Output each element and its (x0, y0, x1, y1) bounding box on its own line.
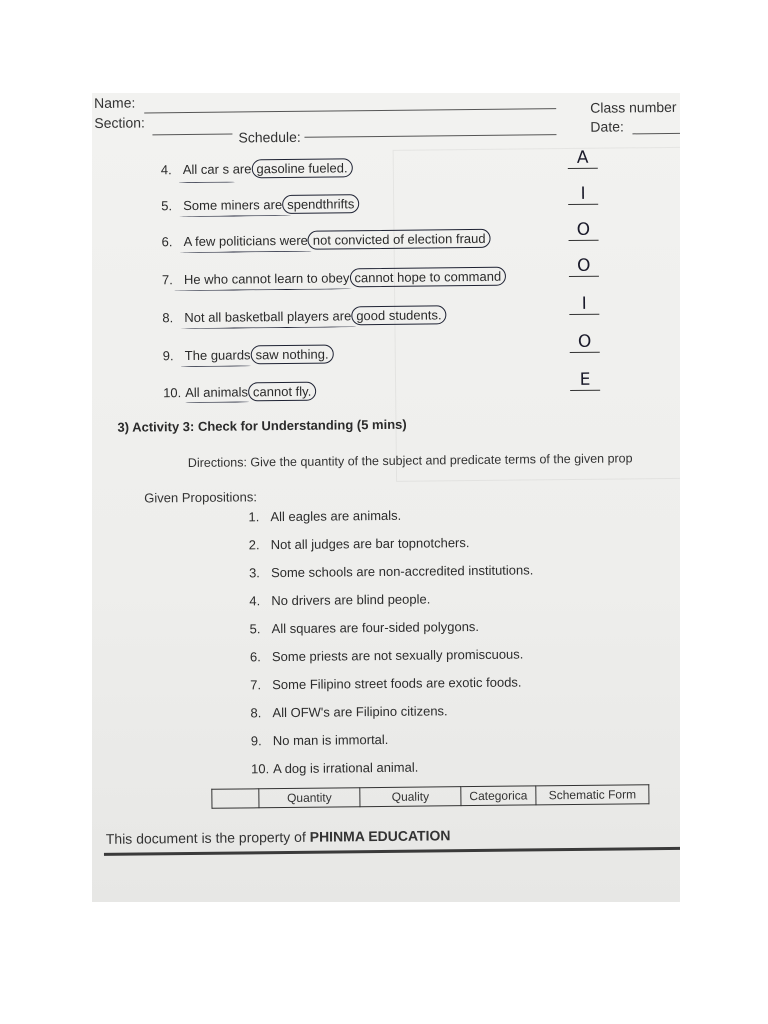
answer-10: E (570, 370, 600, 391)
answer-table (211, 784, 649, 809)
proposition-item: 9. No man is immortal. (250, 731, 389, 749)
item-8: 8. Not all basketball players are good students. (162, 305, 446, 327)
item-6: 6. A few politicians were not convicted of election fraud (161, 229, 490, 251)
underline-subject (179, 215, 291, 217)
proposition-item: 3. Some schools are non-accredited institutions. (248, 562, 534, 581)
proposition-item: 4. No drivers are blind people. (249, 591, 431, 609)
given-propositions-label: Given Propositions: (144, 489, 258, 506)
answer-4: A (568, 148, 598, 169)
circled-predicate: cannot hope to command (349, 267, 506, 288)
proposition-item: 6. Some priests are not sexually promiscuous. (249, 646, 524, 665)
item-5: 5. Some miners are spendthrifts (161, 194, 359, 215)
activity-title: 3) Activity 3: Check for Understanding (5 mins) (117, 416, 407, 435)
name-field-line (144, 108, 556, 113)
item-7: 7. He who cannot learn to obey cannot hope to command (162, 267, 506, 290)
underline-subject (180, 251, 312, 253)
table-header-quantity: Quantity (259, 788, 360, 808)
schedule-label: Schedule: (238, 128, 301, 146)
item-10: 10. All animals cannot fly. (163, 382, 316, 403)
footer-rule (104, 847, 680, 856)
section-field-line (152, 134, 232, 136)
class-number-label: Class number (590, 98, 677, 116)
table-header-schematic-form: Schematic Form (536, 785, 649, 805)
answer-7: O (569, 256, 599, 277)
circled-predicate: spendthrifts (282, 194, 359, 214)
proposition-item: 10. A dog is irrational animal. (251, 759, 419, 777)
directions-text: Directions: Give the quantity of the subject and predicate terms of the given prop (187, 451, 633, 471)
underline-subject (179, 182, 235, 184)
footer-text: This document is the property of PHINMA EDUCATION (105, 827, 451, 847)
answer-6: O (568, 220, 598, 241)
date-label: Date: (590, 118, 624, 135)
underline-subject (185, 401, 249, 403)
section-label: Section: (94, 114, 145, 131)
worksheet-page (92, 93, 680, 902)
proposition-item: 7. Some Filipino street foods are exotic foods. (250, 674, 522, 693)
table-header-quality: Quality (360, 787, 461, 807)
schedule-field-line (304, 134, 556, 138)
answer-5: I (568, 184, 598, 205)
circled-predicate: not convicted of election fraud (308, 229, 491, 250)
underline-subject (181, 365, 251, 367)
circled-predicate: saw nothing. (250, 344, 333, 364)
circled-predicate: gasoline fueled. (251, 158, 352, 178)
circled-predicate: cannot fly. (248, 382, 316, 402)
date-field-line (632, 133, 680, 135)
proposition-item: 5. All squares are four-sided polygons. (249, 618, 480, 637)
table-header-blank (212, 789, 259, 808)
item-9: 9. The guards saw nothing. (163, 344, 334, 365)
item-4: 4. All car s are gasoline fueled. (161, 158, 353, 179)
table-header-categorical: Categorica (461, 786, 536, 806)
proposition-item: 2. Not all judges are bar topnotchers. (248, 535, 470, 553)
circled-predicate: good students. (351, 305, 446, 325)
name-label: Name: (94, 94, 136, 111)
proposition-item: 8. All OFW's are Filipino citizens. (250, 703, 448, 721)
answer-8: I (569, 294, 599, 315)
footer-brand: PHINMA EDUCATION (309, 827, 451, 845)
document-photo (92, 93, 680, 902)
table-header-row (212, 785, 649, 809)
proposition-item: 1. All eagles are animals. (248, 507, 402, 525)
answer-9: O (570, 332, 600, 353)
